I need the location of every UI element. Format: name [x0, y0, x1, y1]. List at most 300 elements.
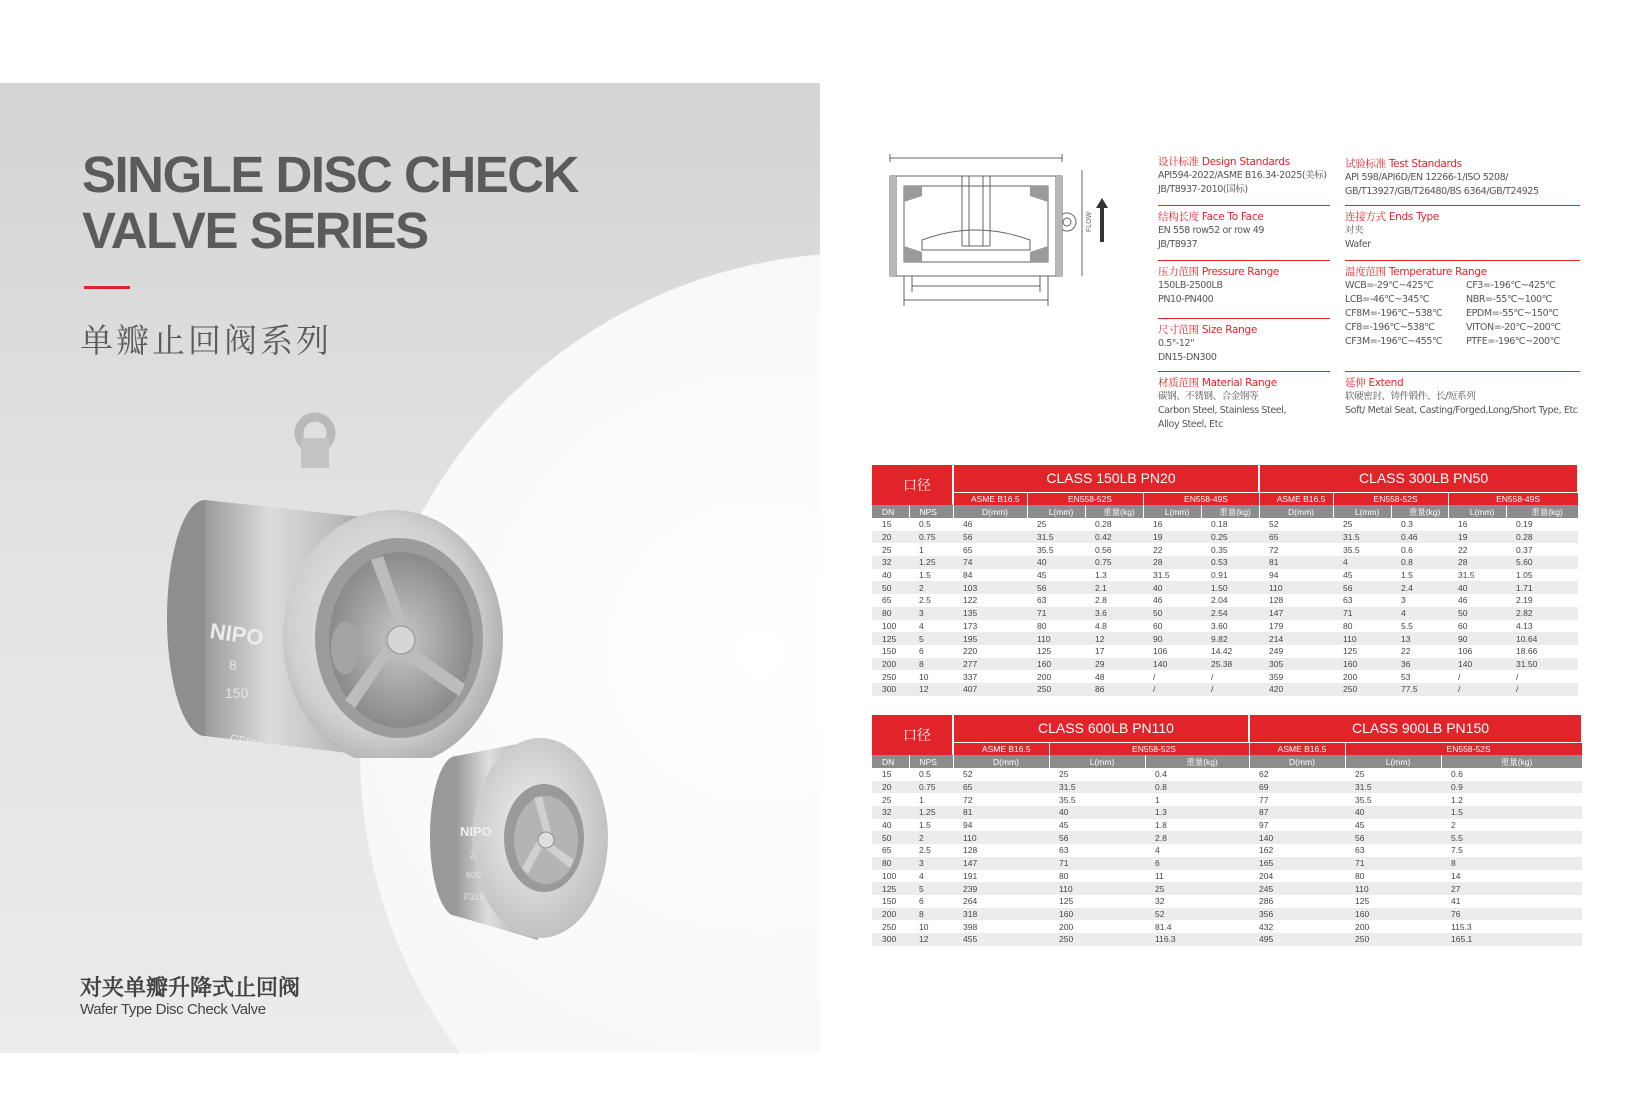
spec-test-title: 试验标准 Test Standards	[1345, 158, 1462, 170]
spec-material-line: Carbon Steel, Stainless Steel,	[1158, 405, 1287, 416]
table-row	[872, 556, 1578, 569]
column-header: NPS	[909, 505, 953, 518]
spec-extend	[1345, 376, 1580, 418]
nps-cell: 1.5	[919, 820, 931, 831]
table-row	[872, 908, 1582, 921]
nps-cell: 3	[909, 857, 953, 870]
value-cell: 46	[1458, 595, 1468, 606]
value-cell: 65	[963, 544, 973, 555]
spec-design-title: 设计标准 Design Standards	[1158, 156, 1290, 168]
standard-header: EN558-52S	[1333, 492, 1448, 505]
value-cell: 1.2	[1451, 794, 1463, 805]
standard-header: EN558-52S	[1027, 492, 1143, 505]
nps-cell: 8	[909, 908, 953, 921]
table-row	[872, 870, 1582, 883]
value-cell: 125	[1355, 896, 1370, 907]
temperature-item: CF8M=-196℃~538℃	[1345, 308, 1443, 319]
spec-extend-line: 软硬密封、铸件锻件、长/短系列	[1345, 391, 1476, 402]
svg-text:150: 150	[225, 685, 249, 701]
value-cell: 495	[1249, 933, 1345, 946]
value-cell: /	[1201, 683, 1259, 696]
value-cell: 31.5	[1027, 531, 1085, 544]
value-cell: 337	[963, 671, 978, 682]
spec-divider	[1345, 260, 1580, 261]
value-cell: 250	[1049, 933, 1145, 946]
value-cell: /	[1506, 683, 1578, 696]
value-cell: 3	[1401, 595, 1406, 606]
nps-cell: 2	[909, 831, 953, 844]
table-row	[872, 844, 1582, 857]
value-cell: 11	[1155, 870, 1164, 881]
value-cell: 128	[1269, 595, 1284, 606]
spec-divider	[1158, 371, 1330, 372]
value-cell: 35.5	[1355, 794, 1372, 805]
spec-pressure-title: 压力范围 Pressure Range	[1158, 266, 1280, 278]
value-cell: 50	[1143, 607, 1201, 620]
value-cell: 25.38	[1201, 658, 1259, 671]
value-cell: 0.46	[1391, 531, 1448, 544]
value-cell: 31.5	[1345, 781, 1441, 794]
flow-label: FLOW	[1086, 211, 1093, 232]
value-cell: 165.1	[1441, 933, 1582, 946]
table-row	[872, 581, 1578, 594]
spec-material-line: 碳钢、不锈钢、合金钢等	[1158, 391, 1259, 402]
value-cell: 56	[1345, 831, 1441, 844]
small-valve-image	[428, 718, 608, 948]
product-name-en: Wafer Type Disc Check Valve	[80, 1001, 266, 1018]
svg-text:8: 8	[229, 657, 237, 673]
value-cell: 147	[953, 857, 1049, 870]
value-cell: 45	[1343, 570, 1353, 581]
dn-cell: 125	[872, 632, 909, 645]
nps-cell: 8	[909, 658, 953, 671]
value-cell: 0.53	[1201, 556, 1259, 569]
column-header: L(mm)	[1143, 505, 1201, 518]
value-cell: 110	[953, 831, 1049, 844]
svg-text:NIPO: NIPO	[208, 618, 266, 651]
dn-cell: 32	[872, 556, 909, 569]
table-row	[872, 857, 1582, 870]
value-cell: 97	[1259, 820, 1269, 831]
svg-text:NIPO: NIPO	[460, 824, 492, 839]
nps-cell: 10	[919, 921, 929, 932]
value-cell: 0.91	[1211, 570, 1228, 581]
table-row	[872, 933, 1582, 946]
value-cell: 71	[1345, 857, 1441, 870]
value-cell: 214	[1259, 632, 1333, 645]
table-row	[872, 531, 1578, 544]
value-cell: 86	[1085, 683, 1143, 696]
value-cell: 2.82	[1506, 607, 1578, 620]
standard-header: EN558-49S	[1448, 492, 1578, 505]
temperature-item: LCB=-46℃~345℃	[1345, 294, 1430, 305]
dn-cell: 150	[882, 646, 897, 657]
value-cell: 22	[1458, 544, 1468, 555]
value-cell: 4	[1155, 845, 1160, 856]
value-cell: 0.37	[1516, 544, 1533, 555]
value-cell: 76	[1441, 908, 1582, 921]
spec-pressure-line: 150LB-2500LB	[1158, 280, 1223, 291]
table-row	[872, 645, 1578, 658]
table-row	[872, 781, 1582, 794]
nps-cell: 0.5	[919, 769, 931, 780]
value-cell: 16	[1458, 519, 1468, 530]
class-header-a: CLASS 150LB PN20	[953, 465, 1259, 492]
value-cell: 63	[1343, 595, 1353, 606]
dn-cell: 250	[882, 921, 897, 932]
value-cell: 0.6	[1451, 769, 1463, 780]
value-cell: 115.3	[1451, 921, 1472, 932]
value-cell: 56	[1333, 581, 1391, 594]
value-cell: 80	[1037, 620, 1047, 631]
value-cell: 35.5	[1059, 794, 1076, 805]
dn-cell: 200	[872, 658, 909, 671]
value-cell: 2.8	[1145, 831, 1249, 844]
value-cell: 5.5	[1401, 620, 1413, 631]
value-cell: 5.5	[1441, 831, 1582, 844]
dn-cell: 40	[882, 820, 892, 831]
standard-header: ASME B16.5	[953, 492, 1027, 505]
table-row	[872, 620, 1578, 633]
value-cell: 35.5	[1037, 544, 1054, 555]
column-header: DN	[872, 755, 909, 768]
value-cell: 250	[1345, 933, 1441, 946]
value-cell: 0.28	[1095, 519, 1112, 530]
table-row	[872, 831, 1582, 844]
value-cell: 31.5	[1049, 781, 1145, 794]
dn-cell: 200	[872, 908, 909, 921]
spec-ends	[1345, 210, 1580, 252]
value-cell: 17	[1095, 646, 1105, 657]
value-cell: 1.71	[1506, 581, 1578, 594]
spec-design	[1158, 155, 1330, 197]
value-cell: 90	[1143, 632, 1201, 645]
value-cell: 35.5	[1343, 544, 1360, 555]
value-cell: 52	[963, 769, 973, 780]
value-cell: 22	[1153, 544, 1163, 555]
standard-header: EN558-52S	[1345, 742, 1582, 755]
spec-temperature-title: 温度范围 Temperature Range	[1345, 266, 1487, 278]
value-cell: 125	[1037, 646, 1052, 657]
value-cell: 200	[1343, 671, 1358, 682]
spec-extend-line: Soft/ Metal Seat, Casting/Forged,Long/Short Type, Etc	[1345, 405, 1578, 416]
standard-header: EN558-52S	[1049, 742, 1249, 755]
value-cell: 0.42	[1085, 531, 1143, 544]
value-cell: 110	[1345, 882, 1441, 895]
nps-cell: 2.5	[919, 845, 931, 856]
table-row	[872, 518, 1578, 531]
class-header-b: CLASS 300LB PN50	[1259, 465, 1578, 492]
value-cell: 264	[963, 896, 978, 907]
value-cell: 140	[1249, 831, 1345, 844]
spec-test-line: API 598/API6D/EN 12266-1/ISO 5208/	[1345, 172, 1509, 183]
value-cell: 46	[1153, 595, 1163, 606]
value-cell: 0.75	[1085, 556, 1143, 569]
value-cell: 2.04	[1211, 595, 1228, 606]
table-row	[872, 658, 1578, 671]
nps-cell: 6	[919, 646, 924, 657]
value-cell: 8	[1441, 857, 1582, 870]
value-cell: 1.5	[1401, 570, 1413, 581]
value-cell: 4.8	[1095, 620, 1107, 631]
value-cell: 128	[963, 845, 978, 856]
table-row	[872, 793, 1582, 806]
svg-text:600: 600	[466, 870, 482, 880]
value-cell: 110	[1027, 632, 1085, 645]
column-header: L(mm)	[1333, 505, 1391, 518]
value-cell: 2.19	[1516, 595, 1533, 606]
pressure-table-600-900	[872, 715, 1583, 946]
column-header: NPS	[909, 755, 953, 768]
temperature-item: EPDM=-55℃~150℃	[1466, 308, 1559, 319]
value-cell: 3.60	[1211, 620, 1228, 631]
spec-size	[1158, 323, 1330, 365]
value-cell: 110	[1049, 882, 1145, 895]
value-cell: 80	[1355, 870, 1365, 881]
spec-divider	[1158, 318, 1330, 319]
dn-cell: 300	[872, 933, 909, 946]
value-cell: 52	[1145, 908, 1249, 921]
value-cell: 7.5	[1451, 845, 1463, 856]
value-cell: 87	[1249, 806, 1345, 819]
value-cell: 277	[953, 658, 1027, 671]
value-cell: 0.8	[1145, 781, 1249, 794]
spec-ends-title: 连接方式 Ends Type	[1345, 211, 1440, 223]
value-cell: 14	[1451, 870, 1461, 881]
value-cell: /	[1143, 683, 1201, 696]
column-header: 重量(kg)	[1506, 505, 1578, 518]
value-cell: 1.5	[1441, 806, 1582, 819]
nps-cell: 4	[919, 620, 924, 631]
temperature-item: NBR=-55℃~100℃	[1466, 294, 1552, 305]
standard-header: ASME B16.5	[1259, 492, 1333, 505]
spec-test-line: GB/T13927/GB/T26480/BS 6364/GB/T24925	[1345, 186, 1539, 197]
value-cell: 2.8	[1095, 595, 1107, 606]
dn-cell: 65	[882, 845, 892, 856]
value-cell: 84	[963, 570, 973, 581]
value-cell: 81.4	[1155, 921, 1172, 932]
value-cell: 71	[1027, 607, 1085, 620]
spec-face-title: 结构长度 Face To Face	[1158, 211, 1264, 223]
value-cell: 2.1	[1085, 581, 1143, 594]
page-title: SINGLE DISC CHECK VALVE SERIES	[82, 146, 578, 259]
value-cell: 5.60	[1506, 556, 1578, 569]
nps-cell: 5	[909, 632, 953, 645]
value-cell: 200	[1355, 921, 1370, 932]
value-cell: 63	[1355, 845, 1365, 856]
value-cell: 6	[1145, 857, 1249, 870]
table-row	[872, 920, 1582, 933]
class-header-b: CLASS 900LB PN150	[1249, 715, 1582, 742]
value-cell: /	[1448, 683, 1506, 696]
value-cell: 1.8	[1155, 820, 1167, 831]
spec-pressure-line: PN10-PN400	[1158, 294, 1214, 305]
value-cell: 12	[1085, 632, 1143, 645]
value-cell: 65	[1259, 531, 1333, 544]
spec-design-line: JB/T8937-2010(国标)	[1158, 184, 1248, 195]
value-cell: 72	[963, 794, 973, 805]
value-cell: 318	[953, 908, 1049, 921]
value-cell: 110	[1259, 581, 1333, 594]
dn-cell: 15	[882, 519, 892, 530]
table-row	[872, 594, 1578, 607]
spec-divider	[1158, 260, 1330, 261]
dn-cell: 50	[872, 831, 909, 844]
column-header: L(mm)	[1448, 505, 1506, 518]
temperature-item: PTFE=-196℃~200℃	[1466, 336, 1560, 347]
value-cell: 40	[1049, 806, 1145, 819]
value-cell: 40	[1345, 806, 1441, 819]
value-cell: 13	[1391, 632, 1448, 645]
value-cell: 0.28	[1506, 531, 1578, 544]
value-cell: 125	[1059, 896, 1074, 907]
value-cell: 1.3	[1145, 806, 1249, 819]
value-cell: 31.5	[1458, 570, 1475, 581]
column-header: DN	[872, 505, 909, 518]
dn-cell: 80	[872, 607, 909, 620]
spec-divider	[1345, 371, 1580, 372]
spec-design-line: API594-2022/ASME B16.34-2025(美标)	[1158, 170, 1327, 181]
value-cell: 52	[1269, 519, 1279, 530]
class-header-a: CLASS 600LB PN110	[953, 715, 1249, 742]
table-row	[872, 543, 1578, 556]
value-cell: 53	[1401, 671, 1411, 682]
nps-cell: 0.5	[919, 519, 931, 530]
value-cell: 147	[1259, 607, 1333, 620]
temperature-item: CF3M=-196℃~455℃	[1345, 336, 1443, 347]
table-row	[872, 895, 1582, 908]
value-cell: 286	[1259, 896, 1274, 907]
dn-cell: 20	[872, 781, 909, 794]
value-cell: 77	[1259, 794, 1269, 805]
valve-section-drawing	[882, 150, 1132, 310]
value-cell: 31.50	[1506, 658, 1578, 671]
value-cell: 19	[1143, 531, 1201, 544]
value-cell: 14.42	[1211, 646, 1233, 657]
value-cell: 162	[1259, 845, 1274, 856]
value-cell: 305	[1259, 658, 1333, 671]
value-cell: 160	[1027, 658, 1085, 671]
value-cell: 80	[1343, 620, 1353, 631]
value-cell: 74	[953, 556, 1027, 569]
value-cell: 27	[1441, 882, 1582, 895]
nps-cell: 2.5	[919, 595, 931, 606]
value-cell: 165	[1249, 857, 1345, 870]
value-cell: 63	[1037, 595, 1047, 606]
value-cell: 250	[1027, 683, 1085, 696]
nps-cell: 10	[919, 671, 929, 682]
column-header: D(mm)	[953, 755, 1049, 768]
dn-cell: 65	[882, 595, 892, 606]
value-cell: 0.8	[1391, 556, 1448, 569]
spec-material-title: 材质范围 Material Range	[1158, 377, 1277, 389]
value-cell: 0.6	[1401, 544, 1413, 555]
dn-cell: 15	[882, 769, 892, 780]
value-cell: 204	[1259, 870, 1274, 881]
standard-header: ASME B16.5	[1249, 742, 1345, 755]
value-cell: 31.5	[1153, 570, 1170, 581]
value-cell: 50	[1448, 607, 1506, 620]
table-row	[872, 819, 1582, 832]
value-cell: 122	[963, 595, 978, 606]
value-cell: 356	[1249, 908, 1345, 921]
spec-material-line: Alloy Steel, Etc	[1158, 419, 1223, 430]
value-cell: 25	[1037, 519, 1047, 530]
value-cell: /	[1516, 671, 1519, 682]
value-cell: 106	[1153, 646, 1168, 657]
dn-cell: 25	[882, 794, 892, 805]
value-cell: 56	[1049, 831, 1145, 844]
value-cell: 160	[1345, 908, 1441, 921]
value-cell: 19	[1448, 531, 1506, 544]
table-row	[872, 806, 1582, 819]
title-divider	[84, 286, 130, 289]
value-cell: 72	[1269, 544, 1279, 555]
spec-test	[1345, 157, 1580, 199]
value-cell: 40	[1143, 581, 1201, 594]
large-valve-image	[165, 408, 505, 758]
value-cell: 0.19	[1516, 519, 1533, 530]
nps-cell: 0.75	[909, 531, 953, 544]
value-cell: 71	[1049, 857, 1145, 870]
value-cell: 140	[1448, 658, 1506, 671]
value-cell: 125	[1343, 646, 1358, 657]
value-cell: 28	[1143, 556, 1201, 569]
value-cell: 160	[1333, 658, 1391, 671]
value-cell: 71	[1333, 607, 1391, 620]
value-cell: 77.5	[1391, 683, 1448, 696]
value-cell: 200	[1037, 671, 1052, 682]
value-cell: 45	[1059, 820, 1069, 831]
spec-divider	[1345, 205, 1580, 206]
dn-cell: 100	[882, 870, 897, 881]
hero-panel	[0, 83, 820, 1053]
nps-cell: 3	[909, 607, 953, 620]
temperature-item: VITON=-20℃~200℃	[1466, 322, 1561, 333]
value-cell: 245	[1249, 882, 1345, 895]
value-cell: 45	[1037, 570, 1047, 581]
table-row	[872, 569, 1578, 582]
nps-cell: 1	[919, 544, 924, 555]
caliber-header: 口径	[872, 465, 953, 505]
value-cell: 116.3	[1145, 933, 1249, 946]
table-row	[872, 683, 1578, 696]
column-header: 重量(kg)	[1441, 755, 1582, 768]
value-cell: 90	[1448, 632, 1506, 645]
value-cell: 4.13	[1516, 620, 1533, 631]
nps-cell: 0.75	[909, 781, 953, 794]
value-cell: 31.5	[1333, 531, 1391, 544]
dn-cell: 100	[882, 620, 897, 631]
value-cell: 0.18	[1211, 519, 1228, 530]
column-header: 重量(kg)	[1085, 505, 1143, 518]
spec-face	[1158, 210, 1330, 252]
value-cell: 359	[1269, 671, 1284, 682]
dn-cell: 40	[882, 570, 892, 581]
value-cell: 56	[1027, 581, 1085, 594]
spec-size-line: DN15-DN300	[1158, 352, 1217, 363]
value-cell: 60	[1153, 620, 1163, 631]
value-cell: 60	[1458, 620, 1468, 631]
caliber-header: 口径	[872, 715, 953, 755]
svg-text:2: 2	[470, 850, 476, 860]
product-name-cn: 对夹单瓣升降式止回阀	[80, 976, 301, 1001]
spec-divider	[1158, 205, 1330, 206]
value-cell: 28	[1448, 556, 1506, 569]
value-cell: 432	[1259, 921, 1274, 932]
value-cell: 0.3	[1401, 519, 1413, 530]
value-cell: 103	[953, 581, 1027, 594]
